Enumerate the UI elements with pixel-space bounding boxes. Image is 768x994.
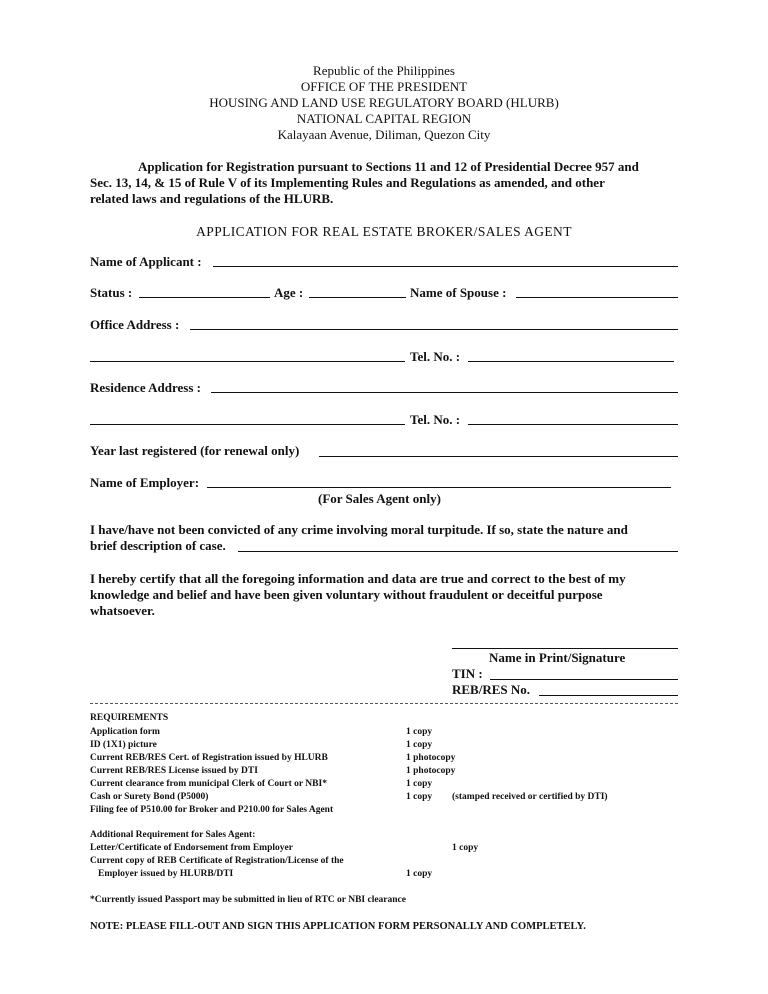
residence-address-label: Residence Address : <box>90 380 201 395</box>
conviction-description-field[interactable] <box>238 551 678 552</box>
requirement-qty: 1 copy <box>406 792 433 802</box>
residence-address-field[interactable] <box>211 392 678 393</box>
office-tel-field[interactable] <box>468 361 674 362</box>
name-of-spouse-label: Name of Spouse : <box>410 285 507 300</box>
certification-line-2: knowledge and belief and have been given voluntary without fraudulent or deceitful purpose <box>90 587 603 602</box>
additional-requirement-qty: 1 copy <box>452 843 479 853</box>
age-field[interactable] <box>309 297 406 298</box>
reb-res-label: REB/RES No. <box>452 682 531 697</box>
name-of-employer-field[interactable] <box>207 487 671 488</box>
residence-tel-field[interactable] <box>468 424 678 425</box>
additional-requirement-item-cont: Employer issued by HLURB/DTI <box>98 869 234 879</box>
requirement-qty: 1 copy <box>406 740 433 750</box>
employer-note: (For Sales Agent only) <box>318 491 441 506</box>
name-of-spouse-field[interactable] <box>516 297 678 298</box>
signature-field[interactable] <box>452 648 678 649</box>
residence-tel-label: Tel. No. : <box>410 412 461 427</box>
requirement-item: Current REB/RES License issued by DTI <box>90 766 258 776</box>
requirement-item: Current clearance from municipal Clerk of Court or NBI* <box>90 779 327 789</box>
name-of-employer-label: Name of Employer: <box>90 475 200 490</box>
year-last-registered-field[interactable] <box>319 456 678 457</box>
name-of-applicant-label: Name of Applicant : <box>90 254 202 269</box>
requirement-item: ID (1X1) picture <box>90 740 157 750</box>
conviction-line-2: brief description of case. <box>90 538 226 553</box>
status-field[interactable] <box>139 297 270 298</box>
requirement-item: Current REB/RES Cert. of Registration issued by HLURB <box>90 753 328 763</box>
certification-line-3: whatsoever. <box>90 603 155 618</box>
requirement-item: Application form <box>90 727 160 737</box>
header-address: Kalayaan Avenue, Diliman, Quezon City <box>277 127 491 142</box>
tin-field[interactable] <box>490 679 678 680</box>
header-region: NATIONAL CAPITAL REGION <box>296 111 472 126</box>
residence-address-field-2[interactable] <box>90 424 405 425</box>
footnote: *Currently issued Passport may be submitted in lieu of RTC or NBI clearance <box>90 895 406 905</box>
office-address-field[interactable] <box>190 329 678 330</box>
age-label: Age : <box>274 285 304 300</box>
tin-label: TIN : <box>452 666 483 681</box>
certification-line-1: I hereby certify that all the foregoing information and data are true and correct to the best of my <box>90 571 626 586</box>
intro-line-1: Application for Registration pursuant to Sections 11 and 12 of Presidential Decree 957 and <box>138 159 639 174</box>
office-address-label: Office Address : <box>90 317 180 332</box>
requirement-item: Filing fee of P510.00 for Broker and P210.00 for Sales Agent <box>90 805 334 815</box>
status-label: Status : <box>90 285 133 300</box>
requirement-qty: 1 photocopy <box>406 766 456 776</box>
header-hlurb: HOUSING AND LAND USE REGULATORY BOARD (HLURB) <box>209 95 559 110</box>
requirement-qty: 1 photocopy <box>406 753 456 763</box>
requirement-qty: 1 copy <box>406 779 433 789</box>
additional-requirement-item: Letter/Certificate of Endorsement from Employer <box>90 843 293 853</box>
reb-res-field[interactable] <box>539 695 678 696</box>
name-of-applicant-field[interactable] <box>213 266 678 267</box>
additional-requirements-heading: Additional Requirement for Sales Agent: <box>90 830 256 840</box>
requirement-note: (stamped received or certified by DTI) <box>452 792 608 802</box>
requirements-heading: REQUIREMENTS <box>90 713 169 723</box>
intro-line-2: Sec. 13, 14, & 15 of Rule V of its Implementing Rules and Regulations as amended, and other <box>90 175 605 190</box>
additional-requirement-item: Current copy of REB Certificate of Registration/License of the <box>90 856 344 866</box>
additional-requirement-qty: 1 copy <box>406 869 433 879</box>
office-address-field-2[interactable] <box>90 361 405 362</box>
section-divider <box>90 703 678 704</box>
signature-label: Name in Print/Signature <box>489 650 626 665</box>
requirement-item: Cash or Surety Bond (P5000) <box>90 792 209 802</box>
requirement-qty: 1 copy <box>406 727 433 737</box>
form-title: APPLICATION FOR REAL ESTATE BROKER/SALES AGENT <box>196 224 572 239</box>
header-office: OFFICE OF THE PRESIDENT <box>300 79 468 94</box>
form-note: NOTE: PLEASE FILL-OUT AND SIGN THIS APPLICATION FORM PERSONALLY AND COMPLETELY. <box>90 921 586 932</box>
header-republic: Republic of the Philippines <box>313 63 455 78</box>
year-last-registered-label: Year last registered (for renewal only) <box>90 443 300 458</box>
conviction-line-1: I have/have not been convicted of any crime involving moral turpitude. If so, state the nature and <box>90 522 628 537</box>
office-tel-label: Tel. No. : <box>410 349 461 364</box>
intro-line-3: related laws and regulations of the HLURB. <box>90 191 334 206</box>
